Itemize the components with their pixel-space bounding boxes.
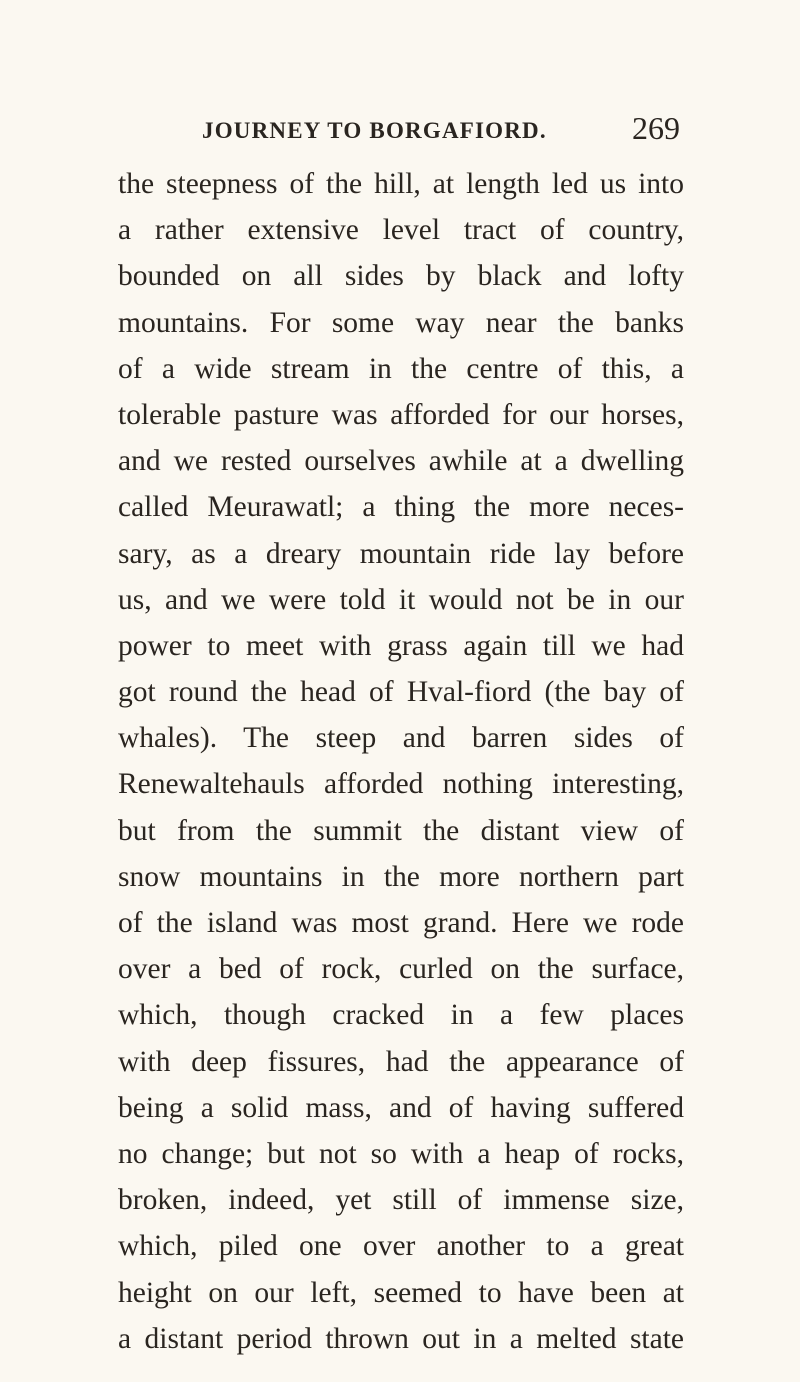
text-line: height on our left, seemed to have been at — [118, 1276, 684, 1309]
text-line: bounded on all sides by black and lofty — [118, 260, 684, 293]
text-line: got round the head of Hval-fiord (the bay of — [118, 676, 684, 709]
text-line: a distant period thrown out in a melted state — [118, 1322, 684, 1355]
page-number: 269 — [632, 110, 680, 146]
text-line: snow mountains in the more northern part — [118, 860, 684, 893]
text-line: mountains. For some way near the banks — [118, 306, 684, 339]
text-line: over a bed of rock, curled on the surface, — [118, 953, 684, 986]
text-line: us, and we were told it would not be in our — [118, 583, 684, 616]
text-line: and we rested ourselves awhile at a dwelling — [118, 445, 684, 478]
text-line: tolerable pasture was afforded for our horses, — [118, 398, 684, 431]
text-line: Renewaltehauls afforded nothing interesting, — [118, 768, 684, 801]
text-line: which, though cracked in a few places — [118, 999, 684, 1032]
text-line: sary, as a dreary mountain ride lay before — [118, 537, 684, 570]
text-line: of a wide stream in the centre of this, a — [118, 352, 684, 385]
text-line: which, piled one over another to a great — [118, 1230, 684, 1263]
running-head — [118, 110, 680, 154]
text-line: the steepness of the hill, at length led us into — [118, 168, 684, 200]
text-line: power to meet with grass again till we had — [118, 629, 684, 662]
text-line: broken, indeed, yet still of immense size, — [118, 1184, 684, 1217]
text-line: no change; but not so with a heap of rocks, — [118, 1137, 684, 1170]
text-line: called Meurawatl; a thing the more neces- — [118, 491, 684, 524]
running-title: JOURNEY TO BORGAFIORD. — [202, 118, 547, 143]
text-line: a rather extensive level tract of country, — [118, 214, 684, 247]
text-line: of the island was most grand. Here we rode — [118, 907, 684, 939]
text-line: being a solid mass, and of having suffered — [118, 1091, 684, 1124]
text-line: with deep fissures, had the appearance of — [118, 1045, 684, 1078]
body-text — [118, 161, 684, 1362]
text-line: but from the summit the distant view of — [118, 814, 684, 847]
text-line: whales). The steep and barren sides of — [118, 722, 684, 755]
